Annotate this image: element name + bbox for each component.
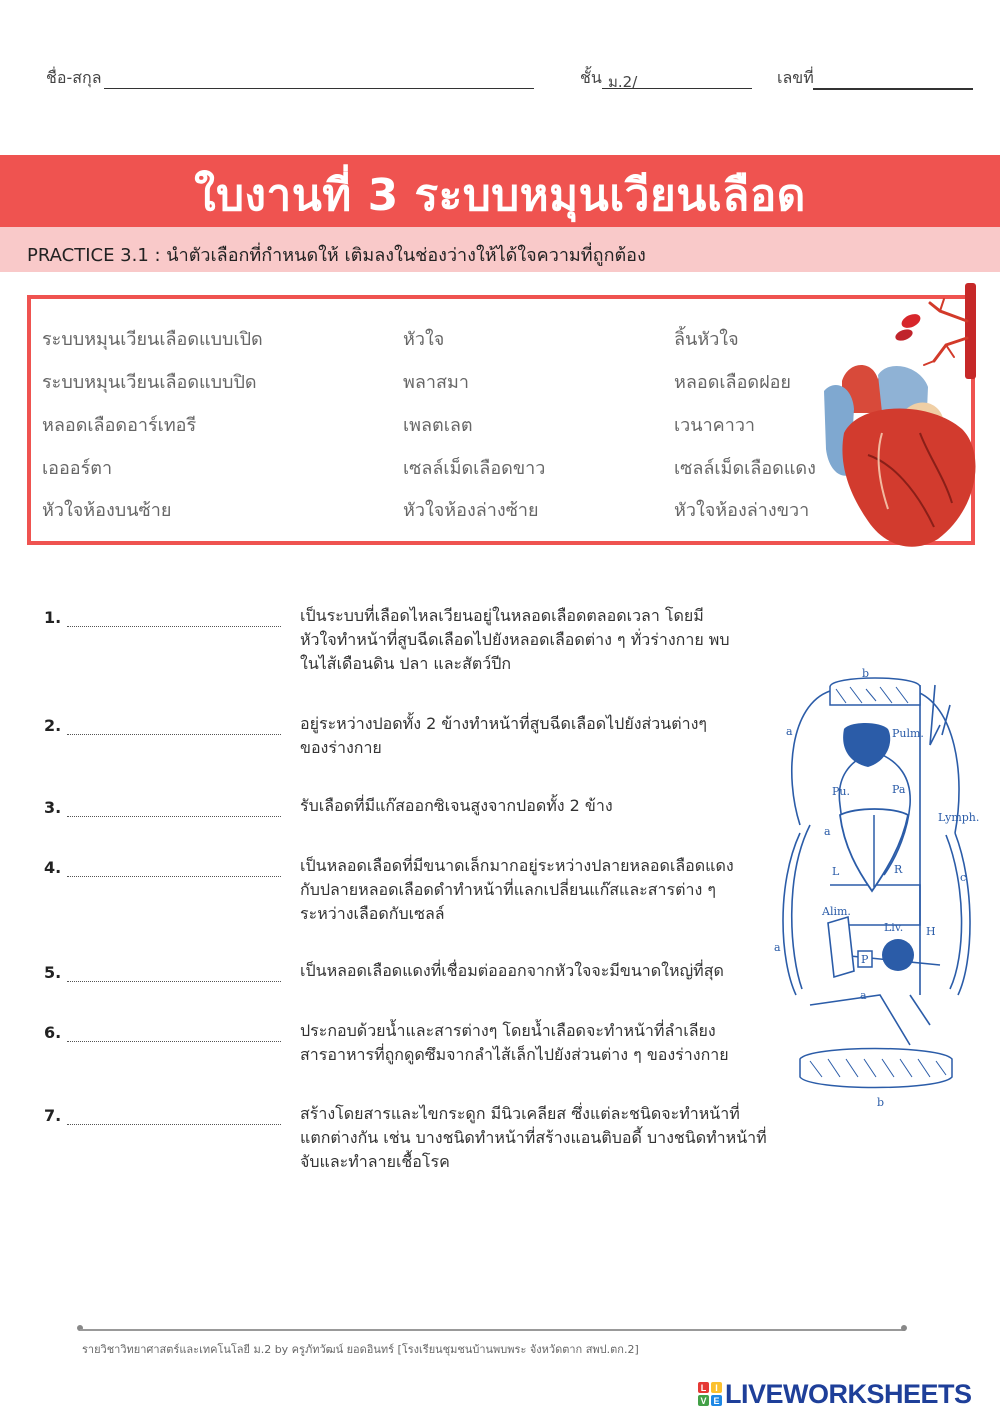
label-p: P	[861, 953, 869, 966]
practice-instruction: PRACTICE 3.1 : นำตัวเลือกที่กำหนดให้ เติมลงในช่องว่างให้ได้ใจความที่ถูกต้อง	[27, 245, 646, 266]
label-c: c	[960, 871, 967, 884]
logo-mark	[698, 1382, 722, 1406]
label-b-top: b	[862, 667, 870, 680]
blood-cell	[894, 327, 914, 343]
label-liv: Liv.	[884, 921, 904, 934]
logo-mark-letter: I	[711, 1382, 722, 1393]
name-field[interactable]	[104, 88, 534, 89]
question-text: อยู่ระหว่างปอดทั้ง 2 ข้างทำหน้าที่สูบฉีดเลือดไปยังส่วนต่างๆ ของร่างกาย	[300, 714, 707, 757]
answer-blank[interactable]	[67, 626, 281, 627]
option-col3-4[interactable]: เซลล์เม็ดเลือดแดง	[674, 458, 816, 479]
question-text: สร้างโดยสารและไขกระดูก มีนิวเคลียส ซึ่งแต่ละชนิดจะทำหน้าที่ แตกต่างกัน เช่น บางชนิดทำหน้าที่สร้างแอนติบอดี้ บางชนิดทำหน้าที่ จับและทำลายเชื้อโรค	[300, 1104, 767, 1171]
question-number: 3.	[44, 798, 62, 817]
number-label: เลขที่	[777, 68, 814, 87]
name-label: ชื่อ-สกุล	[46, 68, 102, 87]
question-number: 1.	[44, 608, 62, 627]
option-col2-2[interactable]: พลาสมา	[403, 372, 469, 393]
option-col3-2[interactable]: หลอดเลือดฝอย	[674, 372, 791, 393]
question-text: รับเลือดที่มีแก๊สออกซิเจนสูงจากปอดทั้ง 2 ข้าง	[300, 796, 613, 815]
option-col1-1[interactable]: ระบบหมุนเวียนเลือดแบบเปิด	[42, 329, 263, 350]
label-pulm: Pulm.	[892, 727, 924, 740]
vessel-tube	[965, 283, 976, 379]
answer-blank[interactable]	[67, 816, 281, 817]
option-col2-5[interactable]: หัวใจห้องล่างซ้าย	[403, 500, 539, 521]
label-l: L	[832, 865, 840, 878]
label-lymph: Lymph.	[938, 811, 980, 824]
question-text: เป็นหลอดเลือดแดงที่เชื่อมต่อออกจากหัวใจจะมีขนาดใหญ่ที่สุด	[300, 961, 724, 980]
option-col1-5[interactable]: หัวใจห้องบนซ้าย	[42, 500, 172, 521]
option-col3-1[interactable]: ลิ้นหัวใจ	[674, 329, 739, 350]
page-title: ใบงานที่ 3 ระบบหมุนเวียนเลือด	[194, 170, 806, 221]
question-text: เป็นระบบที่เลือดไหลเวียนอยู่ในหลอดเลือดตลอดเวลา โดยมี หัวใจทำหน้าที่สูบฉีดเลือดไปยังหลอดเลือดต่าง ๆ ทั่วร่างกาย พบ ในไส้เดือนดิน ปลา และสัตว์ปีก	[300, 606, 730, 673]
question-number: 7.	[44, 1106, 62, 1125]
heart-illustration	[812, 283, 992, 558]
label-a-bottom: a	[860, 989, 867, 1002]
option-col1-4[interactable]: เอออร์ตา	[42, 458, 113, 479]
liver	[882, 939, 914, 971]
class-prefix: ม.2/	[608, 73, 638, 91]
number-field[interactable]	[813, 88, 973, 90]
blood-cell	[899, 311, 922, 330]
option-col2-1[interactable]: หัวใจ	[403, 329, 445, 350]
logo-text: LIVEWORKSHEETS	[725, 1378, 972, 1409]
label-pa: Pa	[892, 783, 906, 796]
question-number: 6.	[44, 1023, 62, 1042]
option-col1-3[interactable]: หลอดเลือดอาร์เทอรี	[42, 415, 197, 436]
option-col2-4[interactable]: เซลล์เม็ดเลือดขาว	[403, 458, 546, 479]
label-a-low: a	[774, 941, 781, 954]
label-h: H	[926, 925, 936, 938]
logo-mark-letter: L	[698, 1382, 709, 1393]
question-number: 2.	[44, 716, 62, 735]
answer-blank[interactable]	[67, 1041, 281, 1042]
heart-body	[824, 365, 976, 547]
option-col2-3[interactable]: เพลตเลต	[403, 415, 473, 436]
systemic-capillaries	[800, 1049, 952, 1088]
answer-blank[interactable]	[67, 876, 281, 877]
circulation-diagram	[770, 665, 985, 1110]
question-number: 4.	[44, 858, 62, 877]
intestine	[828, 917, 854, 977]
class-label: ชั้น	[580, 68, 602, 87]
class-field[interactable]	[602, 88, 752, 89]
option-col3-5[interactable]: หัวใจห้องล่างขวา	[674, 500, 810, 521]
label-r: R	[894, 863, 903, 876]
question-text: ประกอบด้วยน้ำและสารต่างๆ โดยน้ำเลือดจะทำหน้าที่ลำเลียง สารอาหารที่ถูกดูดซึมจากลำไส้เล็กไปยังส่วนต่าง ๆ ของร่างกาย	[300, 1021, 729, 1064]
label-alim: Alim.	[822, 905, 851, 918]
label-a-mid: a	[824, 825, 831, 838]
lung-structure	[843, 723, 890, 767]
answer-blank[interactable]	[67, 981, 281, 982]
question-number: 5.	[44, 963, 62, 982]
vessel-branches	[924, 299, 967, 365]
logo-mark-letter: V	[698, 1395, 709, 1406]
answer-blank[interactable]	[67, 734, 281, 735]
footer-dot-right	[901, 1325, 907, 1331]
option-col3-3[interactable]: เวนาคาวา	[674, 415, 756, 436]
label-b-bottom: b	[877, 1096, 885, 1109]
question-text: เป็นหลอดเลือดที่มีขนาดเล็กมากอยู่ระหว่างปลายหลอดเลือดแดง กับปลายหลอดเลือดดำทำหน้าที่แลกเปลี่ยนแก๊สและสารต่าง ๆ ระหว่างเลือดกับเซลล์	[300, 856, 734, 923]
footer-divider	[80, 1329, 905, 1331]
footer-credit: รายวิชาวิทยาศาสตร์และเทคโนโลยี ม.2 by ครูภัทวัฒน์ ยอดอินทร์ [โรงเรียนชุมชนบ้านพบพระ จังหวัดตาก สพป.ตก.2]	[82, 1343, 639, 1356]
label-pu: Pu.	[832, 785, 850, 798]
logo-mark-letter: E	[711, 1395, 722, 1406]
liveworksheets-logo[interactable]	[698, 1379, 972, 1409]
label-a-left: a	[786, 725, 793, 738]
option-col1-2[interactable]: ระบบหมุนเวียนเลือดแบบปิด	[42, 372, 257, 393]
answer-blank[interactable]	[67, 1124, 281, 1125]
